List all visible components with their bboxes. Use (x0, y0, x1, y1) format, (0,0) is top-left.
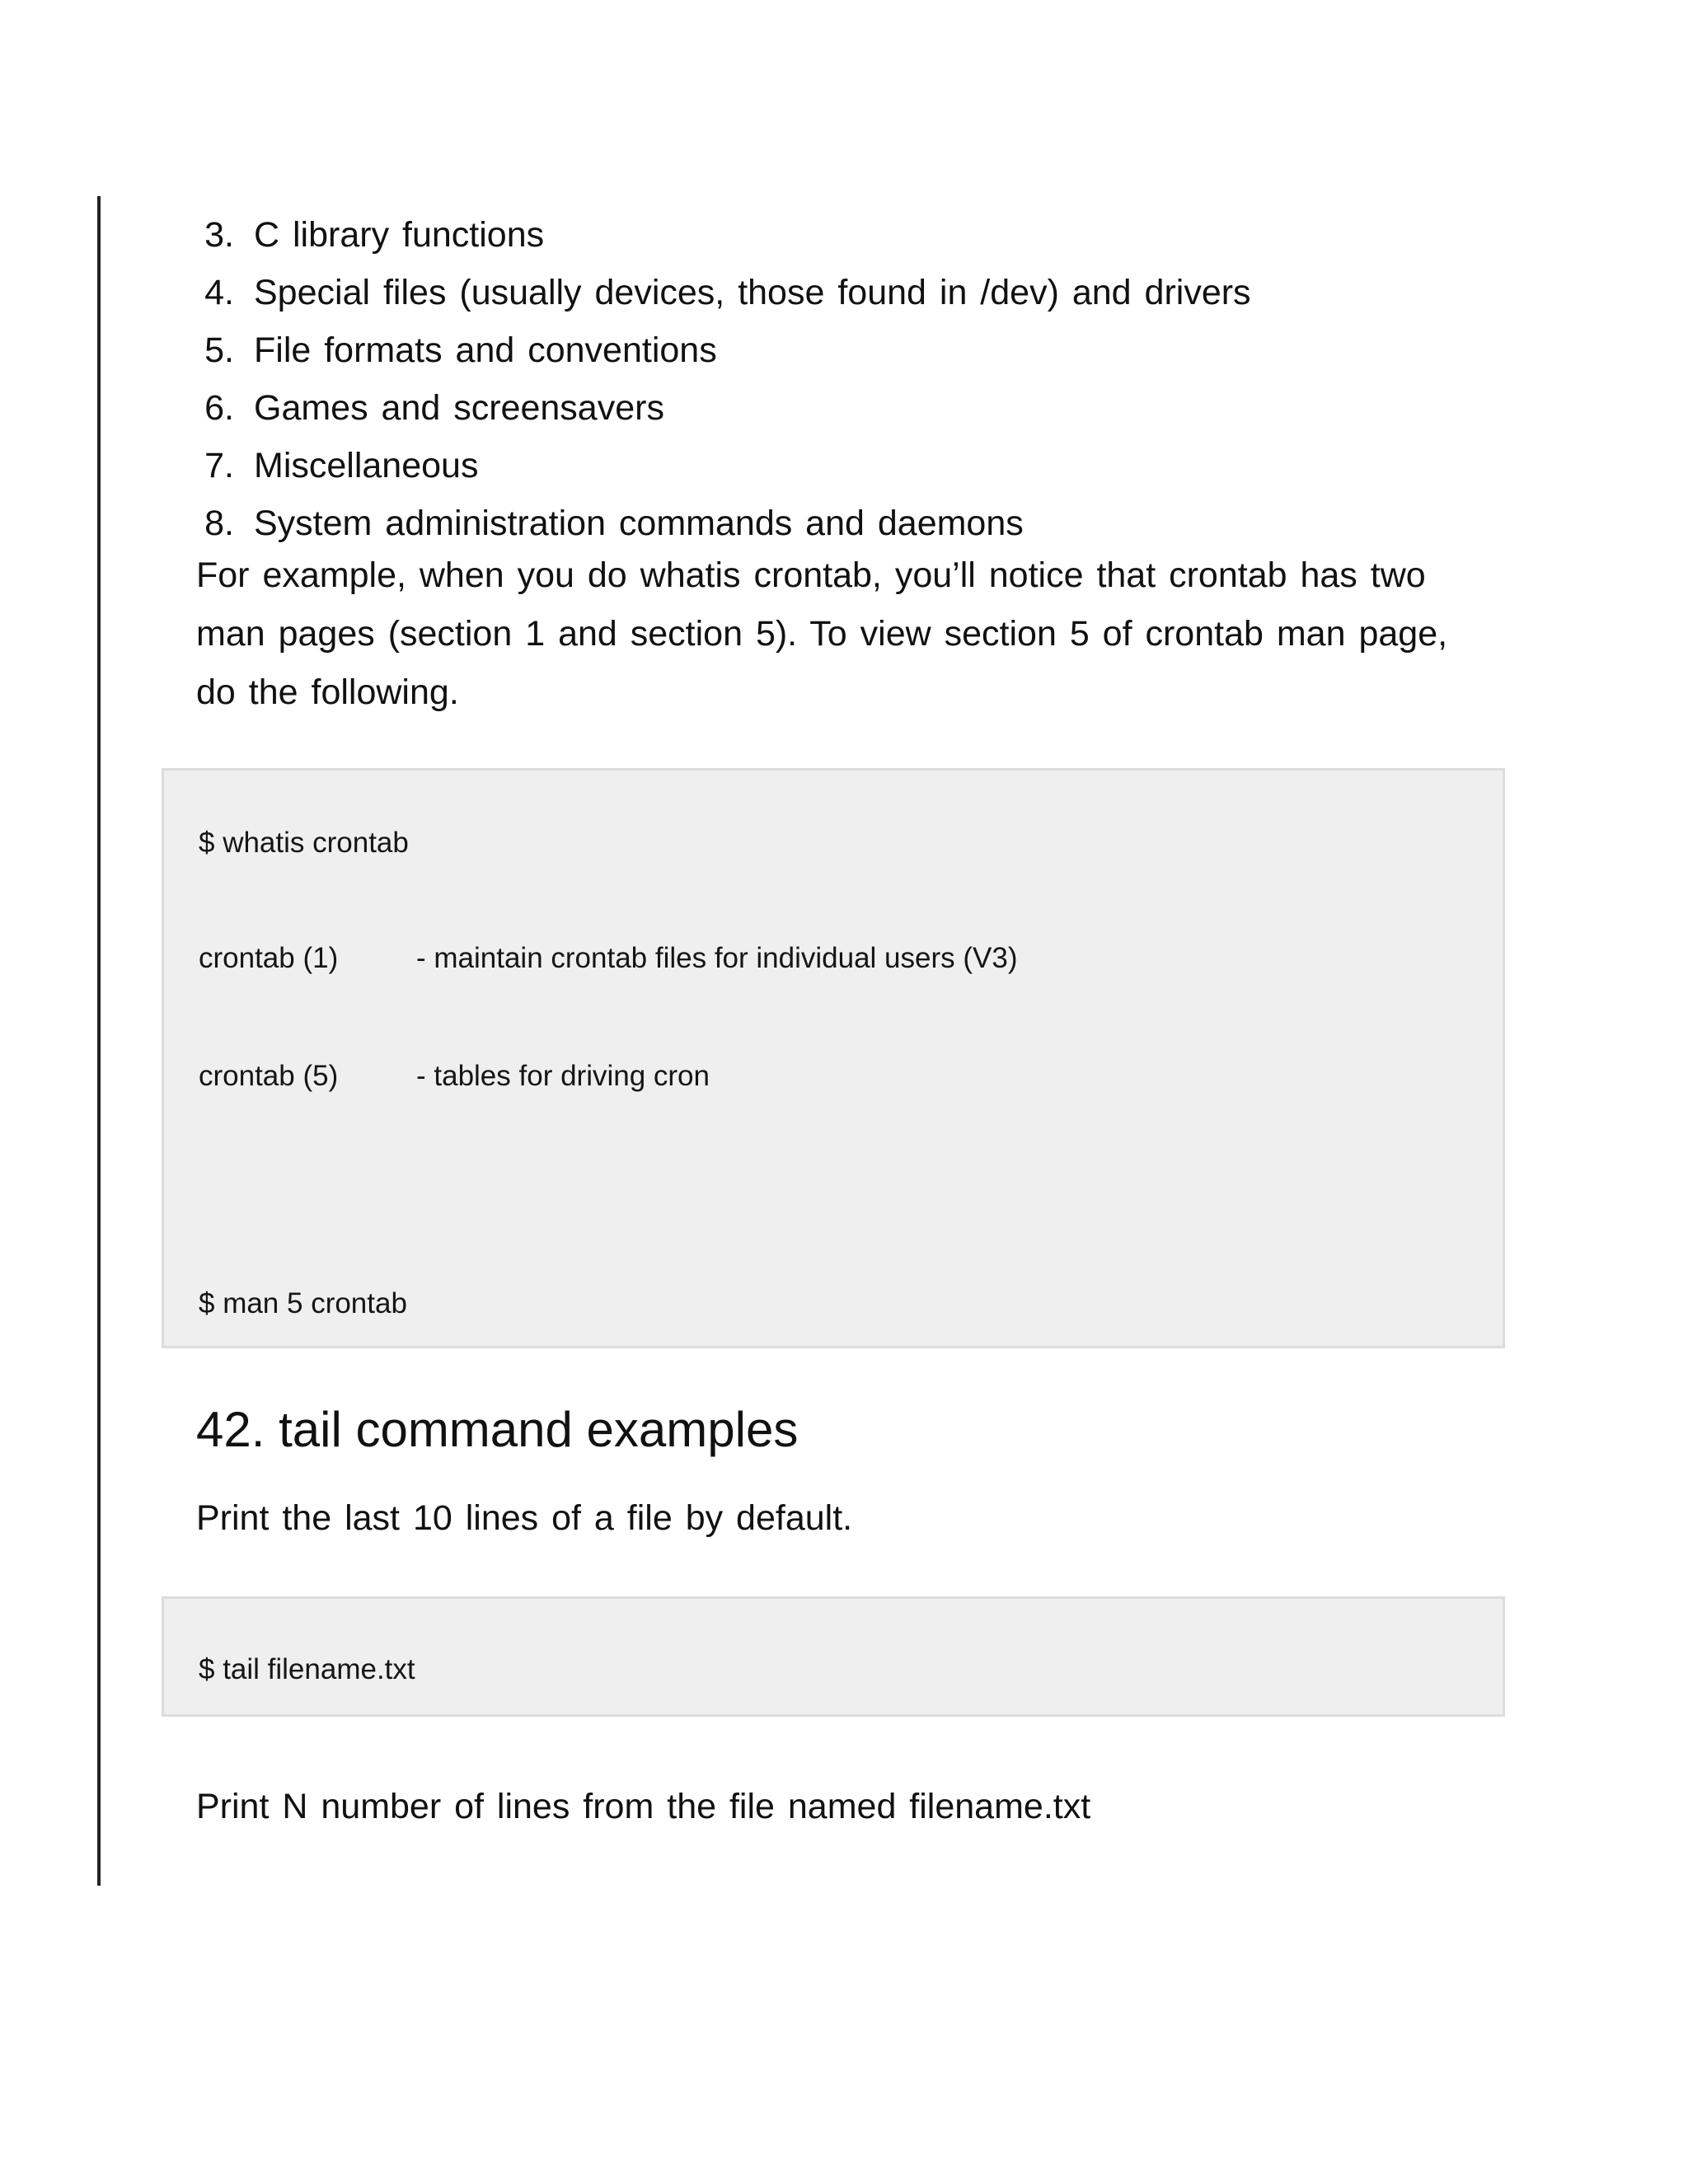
whatis-result-row (199, 1060, 710, 1093)
list-item-number: 6. (204, 387, 234, 428)
code-block-tail (162, 1596, 1505, 1717)
list-item (196, 264, 1515, 321)
command-whatis: $ whatis crontab (199, 827, 409, 859)
list-item-number: 3. (204, 214, 234, 255)
tail-intro: Print the last 10 lines of a file by default. (196, 1498, 853, 1538)
list-item-text: System administration commands and daemons (254, 503, 1024, 543)
list-item (196, 321, 1515, 379)
list-item (196, 379, 1515, 437)
code-block-whatis (162, 768, 1505, 1348)
list-item-number: 7. (204, 445, 234, 485)
list-item-number: 5. (204, 330, 234, 370)
list-item (196, 437, 1515, 494)
man-page-description: - maintain crontab files for individual users (V3) (416, 942, 1018, 974)
tail-next-paragraph: Print N number of lines from the file named filename.txt (196, 1787, 1091, 1826)
intro-paragraph: For example, when you do whatis crontab, you’ll notice that crontab has two man pages (section 1 and section 5). To view section 5 of crontab man page, do the following. (196, 555, 1448, 712)
margin-rule (97, 196, 101, 1886)
list-item-number: 8. (204, 503, 234, 543)
section-heading: 42. tail command examples (196, 1402, 799, 1457)
list-item-text: Special files (usually devices, those found in /dev) and drivers (254, 272, 1251, 312)
list-item-text: Miscellaneous (254, 445, 479, 485)
man-page-description: - tables for driving cron (416, 1060, 710, 1092)
man-page-name: crontab (1) (199, 942, 339, 974)
whatis-result-row (199, 942, 1017, 975)
man-sections-list (196, 206, 1515, 552)
list-item-text: File formats and conventions (254, 330, 717, 370)
list-item (196, 206, 1515, 264)
command-man: $ man 5 crontab (199, 1287, 407, 1319)
list-item (196, 494, 1515, 552)
list-item-text: Games and screensavers (254, 387, 664, 428)
man-page-name: crontab (5) (199, 1060, 339, 1092)
list-item-number: 4. (204, 272, 234, 312)
list-item-text: C library functions (254, 214, 545, 255)
command-tail: $ tail filename.txt (199, 1653, 415, 1685)
